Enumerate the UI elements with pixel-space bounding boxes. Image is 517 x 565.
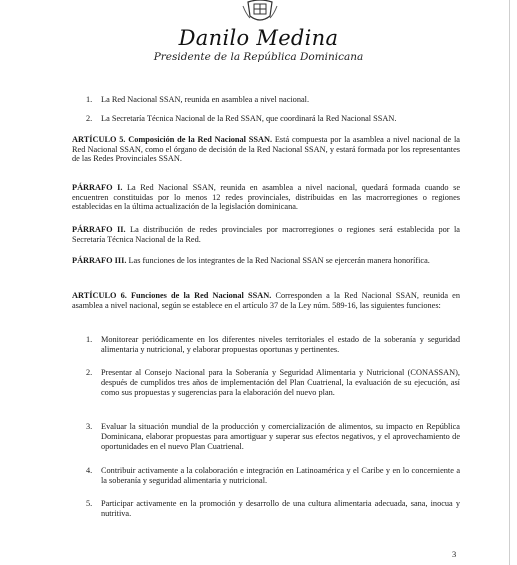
paragraph-text: La Red Nacional SSAN, reunida en asamblea a nivel nacional, quedará formada cuando se encuentren constituidas por lo menos 12 redes provinciales, distribuidas en las macrorregiones o regiones establecidas en la última actualización de la legislación dominicana. xyxy=(72,183,461,212)
paragraph-2 xyxy=(72,225,460,244)
paragraph-heading: PÁRRAFO I. xyxy=(72,183,123,192)
paragraph-heading: PÁRRAFO II. xyxy=(72,225,126,234)
function-number: 1. xyxy=(86,335,93,344)
coat-of-arms-emblem xyxy=(240,0,280,24)
page-edge xyxy=(509,0,510,565)
article-heading: ARTÍCULO 6. Funciones de la Red Nacional SSAN. xyxy=(72,291,272,300)
function-number: 5. xyxy=(86,499,93,508)
paragraph-3 xyxy=(72,256,460,266)
function-number: 3. xyxy=(86,422,93,431)
function-item xyxy=(86,422,460,453)
paragraph-1 xyxy=(72,183,460,212)
list-item-number: 1. xyxy=(86,95,93,104)
article-text: Está compuesta por la asamblea a nivel nacional de la Red Nacional SSAN, como el órgano de decisión de la Red Nacional SSAN, y estará formada por los representantes de las Redes Provinciales SSAN. xyxy=(72,135,460,164)
function-number: 4. xyxy=(86,466,93,475)
list-item xyxy=(86,95,460,105)
list-item xyxy=(86,114,460,124)
list-item-number: 2. xyxy=(86,114,93,123)
function-text: Evaluar la situación mundial de la producción y comercialización de alimentos, su impacto en República Dominicana, elaborar propuestas para amortiguar y superar sus efectos negativos, y el aprovechamiento de oportunidades en el nuevo Plan Cuatrienal. xyxy=(101,422,460,452)
paragraph-text: La distribución de redes provinciales por macrorregiones o regiones será establecida por la Secretaría Técnica Nacional de la Red. xyxy=(72,225,460,244)
signature-title: Presidente de la República Dominicana xyxy=(153,51,364,63)
function-item xyxy=(86,499,460,519)
article-text: Corresponden a la Red Nacional SSAN, reunida en asamblea a nivel nacional, según se establece en el artículo 37 de la Ley núm. 589-16, las siguientes funciones: xyxy=(72,291,461,310)
function-item xyxy=(86,335,460,355)
function-number: 2. xyxy=(86,368,93,377)
function-text: Presentar al Consejo Nacional para la Soberanía y Seguridad Alimentaria y Nutricional (CONASSAN), después de cumplidos tres años de implementación del Plan Cuatrienal, la evaluación de su ejecución, así como sus propuestas y sugerencias para la elaboración del nuevo plan. xyxy=(101,368,460,398)
article-6 xyxy=(72,291,460,310)
function-item xyxy=(86,466,460,486)
function-item xyxy=(86,368,460,399)
article-5 xyxy=(72,135,460,164)
list-item-text: La Secretaría Técnica Nacional de la Red SSAN, que coordinará la Red Nacional SSAN. xyxy=(101,114,397,123)
signature-name: Danilo Medina xyxy=(178,26,339,50)
paragraph-heading: PÁRRAFO III. xyxy=(72,256,127,265)
function-text: Participar activamente en la promoción y desarrollo de una cultura alimentaria adecuada, sana, inocua y nutritiva. xyxy=(101,499,460,519)
paragraph-text: Las funciones de los integrantes de la Red Nacional SSAN se ejercerán manera honorífica. xyxy=(126,256,430,265)
list-item-text: La Red Nacional SSAN, reunida en asamblea a nivel nacional. xyxy=(101,95,310,104)
function-text: Monitorear periódicamente en los diferentes niveles territoriales el estado de la soberanía y seguridad alimentaria y nutricional, y elaborar propuestas oportunas y pertinentes. xyxy=(101,335,460,355)
page-number: 3 xyxy=(452,549,457,559)
function-text: Contribuir activamente a la colaboración e integración en Latinoamérica y el Caribe y en lo concerniente a la soberanía y seguridad alimentaria y nutricional. xyxy=(101,466,460,486)
article-heading: ARTÍCULO 5. Composición de la Red Nacional SSAN. xyxy=(72,135,273,144)
